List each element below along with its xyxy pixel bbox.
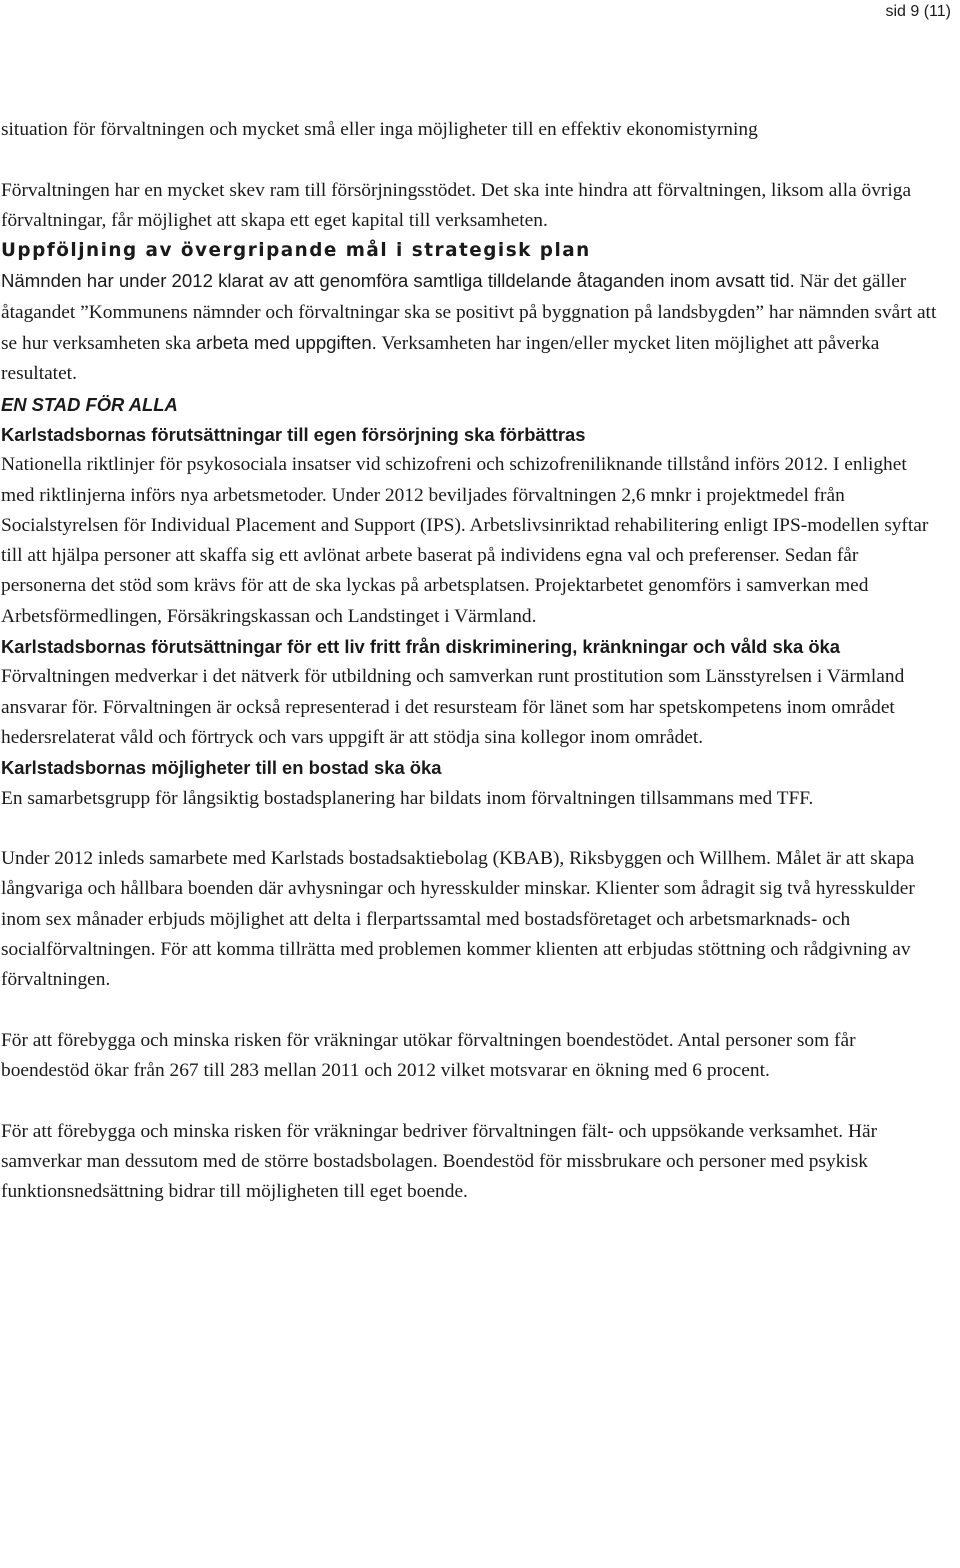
housing-paragraph-3: För att förebygga och minska risken för vräkningar utökar förvaltningen boendestödet. Antal personer som får boendestöd ökar från 267 till 283 mellan 2011 och 2012 vilket motsvarar en ökning med 6 procent.: [1, 1029, 856, 1082]
paragraph-gap: [1, 145, 941, 175]
followup-text-mid: arbeta med uppgiften.: [195, 332, 377, 354]
paragraph-gap: [1, 996, 941, 1026]
section-text-discrimination: Förvaltningen medverkar i det nätverk för utbildning och samverkan runt prostitution som Länsstyrelsen i Värmland ansvarar för. Förvaltningen är också representerad i det resursteam för länet som har spetskompetens inom området hedersrelaterat våld och förtryck och vars uppgift är att stödja sina kollegor inom området.: [1, 666, 905, 748]
paragraph-gap: [1, 814, 941, 844]
city-heading: EN STAD FÖR ALLA: [1, 393, 178, 415]
page-number: sid 9 (11): [885, 3, 951, 20]
section-text-self-support: Nationella riktlinjer för psykosociala insatser vid schizofreni och schizofreniliknande tillstånd införs 2012. I enlighet med riktlinjerna införs nya arbetsmetoder. Under 2012 beviljades förvaltningen 2,6 mnkr i projektmedel från Socialstyrelsen för Individual Placement and Support (IPS). Arbetslivsinriktad rehabilitering enligt IPS-modellen syftar till att hjälpa personer att skaffa sig ett avlönat arbete baserat på individens egna val och preferenser. Sedan får personerna det stöd som krävs för att de ska lyckas på arbetsplatsen. Projektarbetet genomförs i samverkan med Arbetsförmedlingen, Försäkringskassan och Landstinget i Värmland.: [1, 454, 929, 627]
followup-heading: Uppföljning av övergripande mål i strategisk plan: [1, 240, 591, 262]
followup-text-tail: Verksamheten har ingen/eller mycket liten möjlighet att påverka resultatet.: [1, 333, 880, 385]
intro-paragraph-1: situation för förvaltningen och mycket små eller inga möjligheter till en effektiv ekonomistyrning: [1, 119, 758, 140]
section-heading-discrimination: Karlstadsbornas förutsättningar för ett liv fritt från diskriminering, kränkningar och våld ska öka: [1, 636, 841, 658]
housing-paragraph-1: En samarbetsgrupp för långsiktig bostadsplanering har bildats inom förvaltningen tillsammans med TFF.: [1, 787, 814, 809]
housing-paragraph-4: För att förebygga och minska risken för vräkningar bedriver förvaltningen fält- och uppsökande verksamhet. Här samverkar man dessutom med de större bostadsbolagen. Boendestöd för missbrukare och personer med psykisk funktionsnedsättning bidrar till möjligheten till eget boende.: [1, 1120, 878, 1203]
followup-text-body: När det gäller åtagandet ”Kommunens nämnder och förvaltningar ska se positivt på byggnation på landsbygden” har nämnden svårt att se hur verksamheten ska: [1, 271, 937, 355]
section-heading-housing: Karlstadsbornas möjligheter till en bostad ska öka: [1, 757, 442, 779]
housing-paragraph-2: Under 2012 inleds samarbete med Karlstads bostadsaktiebolag (KBAB), Riksbyggen och Willhem. Målet är att skapa långvariga och hållbara boenden där avhysningar och hyresskulder minskar. Klienter som ådragit sig två hyresskulder inom sex månader erbjuds möjlighet att delta i flerpartssamtal med bostadsföretaget och arbetsmarknads- och socialförvaltningen. För att komma tillrätta med problemen kommer klienten att erbjudas stöttning och rådgivning av förvaltningen.: [1, 848, 915, 991]
section-heading-self-support: Karlstadsbornas förutsättningar till egen försörjning ska förbättras: [1, 423, 586, 445]
paragraph-gap: [1, 1087, 941, 1117]
followup-text-lead: Nämnden har under 2012 klarat av att genomföra samtliga tilldelande åtaganden inom avsatt tid.: [1, 270, 795, 292]
followup-paragraph: [1, 266, 941, 389]
document-body: [1, 115, 941, 1208]
intro-paragraph-2: Förvaltningen har en mycket skev ram till försörjningsstödet. Det ska inte hindra att förvaltningen, liksom alla övriga förvaltningar, får möjlighet att skapa ett eget kapital till verksamheten.: [1, 179, 912, 231]
